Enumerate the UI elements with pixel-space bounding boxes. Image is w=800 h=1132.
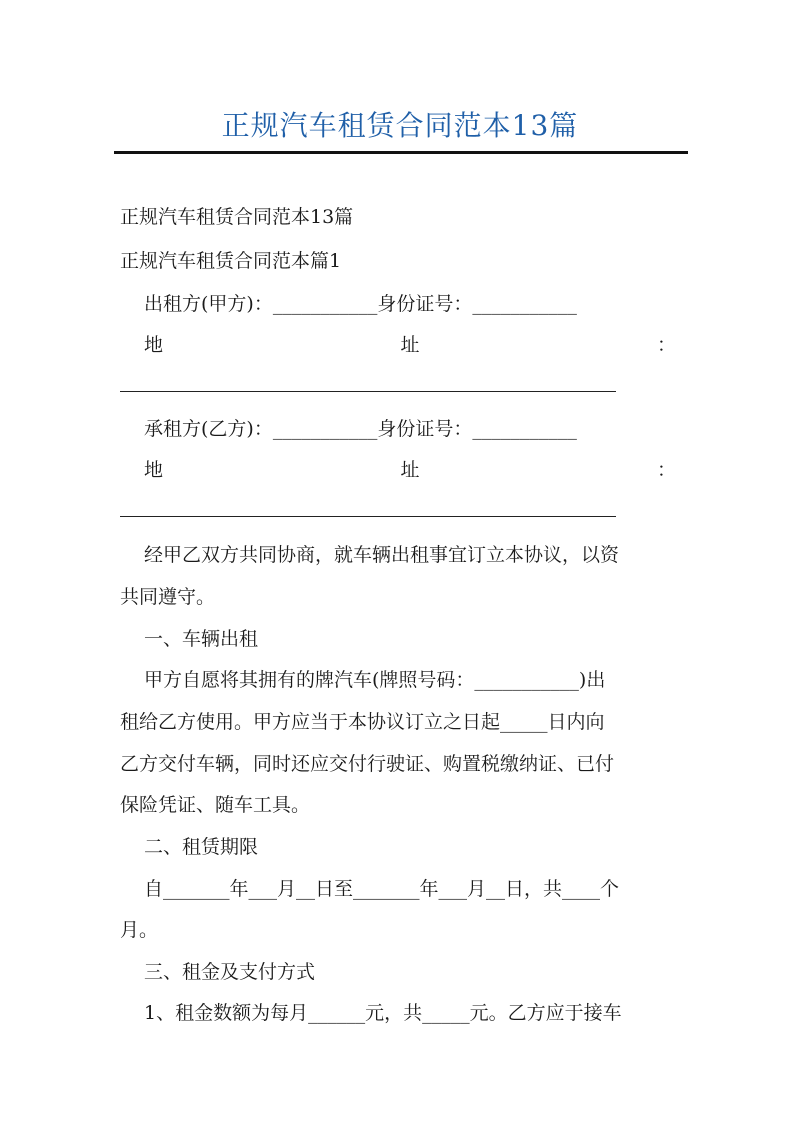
- section-2-line-2: 月。: [120, 919, 159, 941]
- lessor-address-blank: [120, 390, 616, 392]
- address-char-2: 址: [400, 459, 420, 481]
- address-char-2: 址: [400, 334, 420, 356]
- lessee-line: 承租方(乙方)：___________身份证号：___________: [144, 418, 577, 440]
- section-3-line-1: 1、租金数额为每月______元，共_____元。乙方应于接车: [144, 1002, 622, 1024]
- title-underline: [114, 151, 688, 154]
- section-2-line-1: 自_______年___月__日至_______年___月__日，共____个: [144, 878, 620, 900]
- section-1-line-2: 租给乙方使用。甲方应当于本协议订立之日起_____日内向: [120, 711, 605, 733]
- section-3-heading: 三、租金及支付方式: [144, 961, 316, 983]
- lessor-line: 出租方(甲方)：___________身份证号：___________: [144, 293, 577, 315]
- intro-line-1: 经甲乙双方共同协商，就车辆出租事宜订立本协议，以资: [144, 544, 620, 566]
- section-1-line-3: 乙方交付车辆，同时还应交付行驶证、购置税缴纳证、已付: [120, 753, 615, 775]
- section-title: 正规汽车租赁合同范本篇1: [120, 250, 342, 272]
- section-2-heading: 二、租赁期限: [144, 836, 259, 858]
- address-colon: ：: [656, 334, 676, 356]
- intro-line-2: 共同遵守。: [120, 586, 216, 608]
- document-title: 正规汽车租赁合同范本13篇: [221, 109, 579, 142]
- lessee-address-label: [144, 458, 676, 482]
- address-char-1: 地: [144, 334, 164, 356]
- lessee-address-blank: [120, 515, 616, 517]
- document-subtitle: 正规汽车租赁合同范本13篇: [120, 206, 354, 228]
- section-1-line-4: 保险凭证、随车工具。: [120, 794, 311, 816]
- address-char-1: 地: [144, 459, 164, 481]
- address-colon: ：: [656, 459, 676, 481]
- lessor-address-label: [144, 333, 676, 357]
- section-1-heading: 一、车辆出租: [144, 628, 259, 650]
- section-1-line-1: 甲方自愿将其拥有的牌汽车(牌照号码：___________)出: [144, 669, 606, 691]
